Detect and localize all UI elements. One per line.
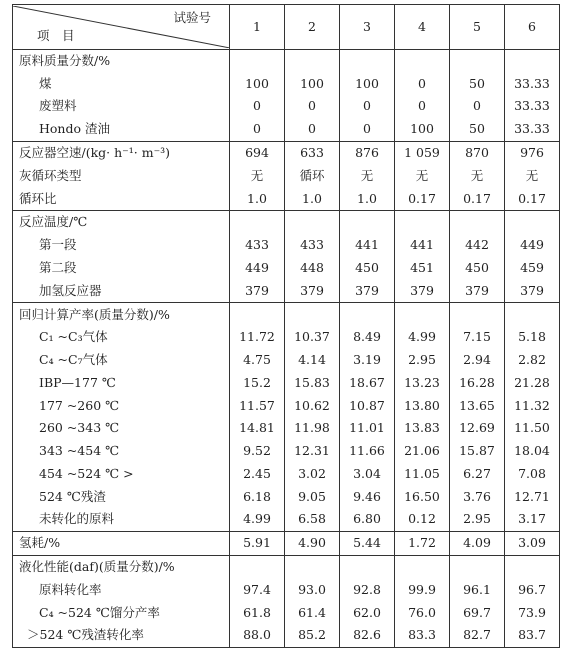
table-cell: 449 xyxy=(505,234,560,257)
run-number-header: 试验号 xyxy=(173,9,211,25)
table-cell: 100 xyxy=(340,72,395,95)
table-cell: 11.66 xyxy=(340,440,395,463)
table-cell: 379 xyxy=(230,279,285,302)
row-label: 煤 xyxy=(13,72,230,95)
table-cell: 92.8 xyxy=(340,578,395,601)
row-label: 反应温度/℃ xyxy=(13,211,230,234)
table-cell: 0.17 xyxy=(395,187,450,210)
table-cell: 33.33 xyxy=(505,72,560,95)
table-cell: 15.83 xyxy=(285,371,340,394)
row-label: ＞524 ℃残渣转化率 xyxy=(13,624,230,648)
table-cell: 876 xyxy=(340,141,395,164)
table-cell: 633 xyxy=(285,141,340,164)
table-cell: 18.67 xyxy=(340,371,395,394)
table-cell xyxy=(450,555,505,578)
table-cell xyxy=(285,211,340,234)
table-cell: 6.27 xyxy=(450,463,505,486)
table-cell: 13.65 xyxy=(450,394,505,417)
table-cell: 870 xyxy=(450,141,505,164)
table-cell: 96.1 xyxy=(450,578,505,601)
table-cell: 15.2 xyxy=(230,371,285,394)
table-cell: 2.95 xyxy=(450,508,505,531)
table-cell: 0 xyxy=(285,95,340,118)
table-row xyxy=(13,531,560,555)
table-row xyxy=(13,141,560,164)
table-row xyxy=(13,601,560,624)
table-cell: 379 xyxy=(340,279,395,302)
table-cell: 1.0 xyxy=(340,187,395,210)
table-cell: 83.3 xyxy=(395,624,450,648)
row-label: IBP—177 ℃ xyxy=(13,371,230,394)
table-row xyxy=(13,463,560,486)
table-cell: 1.72 xyxy=(395,531,450,555)
run-header: 6 xyxy=(505,5,560,50)
table-row xyxy=(13,349,560,372)
table-cell: 3.04 xyxy=(340,463,395,486)
run-header: 1 xyxy=(230,5,285,50)
table-cell: 4.99 xyxy=(230,508,285,531)
table-cell: 441 xyxy=(395,234,450,257)
table-cell xyxy=(505,211,560,234)
table-cell: 69.7 xyxy=(450,601,505,624)
table-cell: 0 xyxy=(395,95,450,118)
table-row xyxy=(13,440,560,463)
row-label: 第二段 xyxy=(13,257,230,280)
table-cell: 2.82 xyxy=(505,349,560,372)
table-row xyxy=(13,508,560,531)
row-label: 未转化的原料 xyxy=(13,508,230,531)
table-cell: 3.17 xyxy=(505,508,560,531)
table-row xyxy=(13,417,560,440)
table-cell: 85.2 xyxy=(285,624,340,648)
row-label: C₄ ~C₇气体 xyxy=(13,349,230,372)
row-label: 177 ~260 ℃ xyxy=(13,394,230,417)
table-cell: 10.37 xyxy=(285,326,340,349)
table-cell: 4.75 xyxy=(230,349,285,372)
table-cell: 976 xyxy=(505,141,560,164)
table-row xyxy=(13,279,560,302)
table-cell xyxy=(230,555,285,578)
table-cell: 无 xyxy=(230,164,285,187)
table-cell: 448 xyxy=(285,257,340,280)
table-row xyxy=(13,187,560,210)
row-label: 反应器空速/(kg· h⁻¹· m⁻³) xyxy=(13,141,230,164)
table-cell: 3.02 xyxy=(285,463,340,486)
table-cell: 12.31 xyxy=(285,440,340,463)
table-cell: 2.45 xyxy=(230,463,285,486)
table-cell: 442 xyxy=(450,234,505,257)
table-cell xyxy=(340,211,395,234)
row-label: Hondo 渣油 xyxy=(13,118,230,141)
table-cell: 无 xyxy=(505,164,560,187)
diagonal-header-cell xyxy=(13,5,230,50)
row-label: C₄ ~524 ℃馏分产率 xyxy=(13,601,230,624)
table-cell: 13.83 xyxy=(395,417,450,440)
table-cell: 50 xyxy=(450,118,505,141)
table-row xyxy=(13,257,560,280)
table-row xyxy=(13,118,560,141)
table-row xyxy=(13,211,560,234)
table-cell xyxy=(450,49,505,72)
table-cell: 100 xyxy=(285,72,340,95)
table-cell xyxy=(505,555,560,578)
table-cell: 无 xyxy=(395,164,450,187)
table-row xyxy=(13,234,560,257)
table-cell: 0 xyxy=(395,72,450,95)
table-cell: 8.49 xyxy=(340,326,395,349)
table-cell: 82.6 xyxy=(340,624,395,648)
table-cell: 15.87 xyxy=(450,440,505,463)
table-cell: 93.0 xyxy=(285,578,340,601)
table-cell: 11.98 xyxy=(285,417,340,440)
table-cell xyxy=(450,303,505,326)
table-row xyxy=(13,95,560,118)
table-cell: 无 xyxy=(340,164,395,187)
table-cell: 16.50 xyxy=(395,485,450,508)
table-cell xyxy=(230,303,285,326)
table-cell: 11.32 xyxy=(505,394,560,417)
table-cell: 2.95 xyxy=(395,349,450,372)
row-label: 原料质量分数/% xyxy=(13,49,230,72)
table-cell: 0 xyxy=(340,95,395,118)
table-cell: 76.0 xyxy=(395,601,450,624)
table-cell: 62.0 xyxy=(340,601,395,624)
run-header: 5 xyxy=(450,5,505,50)
row-label: 524 ℃残渣 xyxy=(13,485,230,508)
table-cell: 3.76 xyxy=(450,485,505,508)
table-cell: 33.33 xyxy=(505,95,560,118)
row-label: 回归计算产率(质量分数)/% xyxy=(13,303,230,326)
table-cell: 11.57 xyxy=(230,394,285,417)
table-cell: 441 xyxy=(340,234,395,257)
table-row xyxy=(13,578,560,601)
table-cell: 12.71 xyxy=(505,485,560,508)
table-cell: 1 059 xyxy=(395,141,450,164)
table-cell: 433 xyxy=(285,234,340,257)
table-row xyxy=(13,303,560,326)
table-cell xyxy=(505,49,560,72)
table-cell: 12.69 xyxy=(450,417,505,440)
table-cell: 13.23 xyxy=(395,371,450,394)
table-cell xyxy=(395,303,450,326)
table-cell: 7.08 xyxy=(505,463,560,486)
table-cell: 无 xyxy=(450,164,505,187)
table-cell: 61.8 xyxy=(230,601,285,624)
table-cell: 0 xyxy=(230,95,285,118)
table-cell: 694 xyxy=(230,141,285,164)
table-cell: 3.19 xyxy=(340,349,395,372)
row-label: C₁ ~C₃气体 xyxy=(13,326,230,349)
table-cell: 9.05 xyxy=(285,485,340,508)
table-cell: 379 xyxy=(395,279,450,302)
table-row xyxy=(13,394,560,417)
table-cell xyxy=(285,49,340,72)
table-cell xyxy=(340,555,395,578)
row-label: 灰循环类型 xyxy=(13,164,230,187)
run-header: 4 xyxy=(395,5,450,50)
table-cell: 6.18 xyxy=(230,485,285,508)
table-cell: 73.9 xyxy=(505,601,560,624)
table-cell: 10.62 xyxy=(285,394,340,417)
table-row xyxy=(13,72,560,95)
row-label: 原料转化率 xyxy=(13,578,230,601)
table-cell: 4.90 xyxy=(285,531,340,555)
table-cell: 11.05 xyxy=(395,463,450,486)
table-cell: 0.17 xyxy=(450,187,505,210)
table-row xyxy=(13,624,560,648)
table-cell: 18.04 xyxy=(505,440,560,463)
table-cell: 11.01 xyxy=(340,417,395,440)
table-cell: 21.06 xyxy=(395,440,450,463)
table-cell: 88.0 xyxy=(230,624,285,648)
table-cell xyxy=(230,211,285,234)
table-cell: 450 xyxy=(450,257,505,280)
table-cell xyxy=(395,555,450,578)
table-cell xyxy=(285,303,340,326)
table-cell: 99.9 xyxy=(395,578,450,601)
row-label: 454 ~524 ℃ > xyxy=(13,463,230,486)
table-cell: 4.99 xyxy=(395,326,450,349)
table-cell: 4.09 xyxy=(450,531,505,555)
table-cell: 96.7 xyxy=(505,578,560,601)
table-cell: 5.91 xyxy=(230,531,285,555)
table-cell: 61.4 xyxy=(285,601,340,624)
table-row xyxy=(13,49,560,72)
table-cell: 11.50 xyxy=(505,417,560,440)
table-cell: 0 xyxy=(340,118,395,141)
table-cell: 6.80 xyxy=(340,508,395,531)
table-cell: 0 xyxy=(285,118,340,141)
table-cell: 83.7 xyxy=(505,624,560,648)
table-cell xyxy=(285,555,340,578)
table-cell: 0.17 xyxy=(505,187,560,210)
table-cell: 5.18 xyxy=(505,326,560,349)
row-label: 液化性能(daf)(质量分数)/% xyxy=(13,555,230,578)
table-cell: 0 xyxy=(230,118,285,141)
table-row xyxy=(13,371,560,394)
table-cell: 450 xyxy=(340,257,395,280)
table-cell: 16.28 xyxy=(450,371,505,394)
table-cell: 0.12 xyxy=(395,508,450,531)
table-cell: 2.94 xyxy=(450,349,505,372)
table-cell: 379 xyxy=(505,279,560,302)
table-cell: 5.44 xyxy=(340,531,395,555)
row-label: 废塑料 xyxy=(13,95,230,118)
row-label: 260 ~343 ℃ xyxy=(13,417,230,440)
table-cell xyxy=(395,211,450,234)
table-cell: 451 xyxy=(395,257,450,280)
table-cell: 9.46 xyxy=(340,485,395,508)
table-cell: 379 xyxy=(450,279,505,302)
table-cell: 3.09 xyxy=(505,531,560,555)
table-cell: 7.15 xyxy=(450,326,505,349)
table-cell xyxy=(230,49,285,72)
table-cell: 0 xyxy=(450,95,505,118)
run-header: 3 xyxy=(340,5,395,50)
table-cell: 14.81 xyxy=(230,417,285,440)
table-cell: 1.0 xyxy=(285,187,340,210)
row-label: 第一段 xyxy=(13,234,230,257)
row-label: 循环比 xyxy=(13,187,230,210)
table-cell: 97.4 xyxy=(230,578,285,601)
run-header: 2 xyxy=(285,5,340,50)
table-cell: 循环 xyxy=(285,164,340,187)
table-cell xyxy=(505,303,560,326)
table-cell: 459 xyxy=(505,257,560,280)
table-cell xyxy=(340,49,395,72)
table-cell: 50 xyxy=(450,72,505,95)
table-cell: 10.87 xyxy=(340,394,395,417)
table-cell: 33.33 xyxy=(505,118,560,141)
table-cell: 21.28 xyxy=(505,371,560,394)
row-label: 氢耗/% xyxy=(13,531,230,555)
table-cell: 100 xyxy=(395,118,450,141)
table-cell: 100 xyxy=(230,72,285,95)
table-cell: 11.72 xyxy=(230,326,285,349)
table-row xyxy=(13,326,560,349)
table-cell: 82.7 xyxy=(450,624,505,648)
table-cell: 6.58 xyxy=(285,508,340,531)
row-label: 343 ~454 ℃ xyxy=(13,440,230,463)
table-cell: 13.80 xyxy=(395,394,450,417)
row-label: 加氢反应器 xyxy=(13,279,230,302)
data-table xyxy=(12,4,560,648)
table-cell: 9.52 xyxy=(230,440,285,463)
table-cell: 433 xyxy=(230,234,285,257)
table-row xyxy=(13,485,560,508)
table-cell: 1.0 xyxy=(230,187,285,210)
table-cell: 4.14 xyxy=(285,349,340,372)
table-cell xyxy=(340,303,395,326)
table-cell: 449 xyxy=(230,257,285,280)
table-cell xyxy=(395,49,450,72)
table-row xyxy=(13,555,560,578)
header-row xyxy=(13,5,560,50)
item-header: 项 目 xyxy=(37,27,75,43)
table-row xyxy=(13,164,560,187)
table-cell: 379 xyxy=(285,279,340,302)
table-cell xyxy=(450,211,505,234)
